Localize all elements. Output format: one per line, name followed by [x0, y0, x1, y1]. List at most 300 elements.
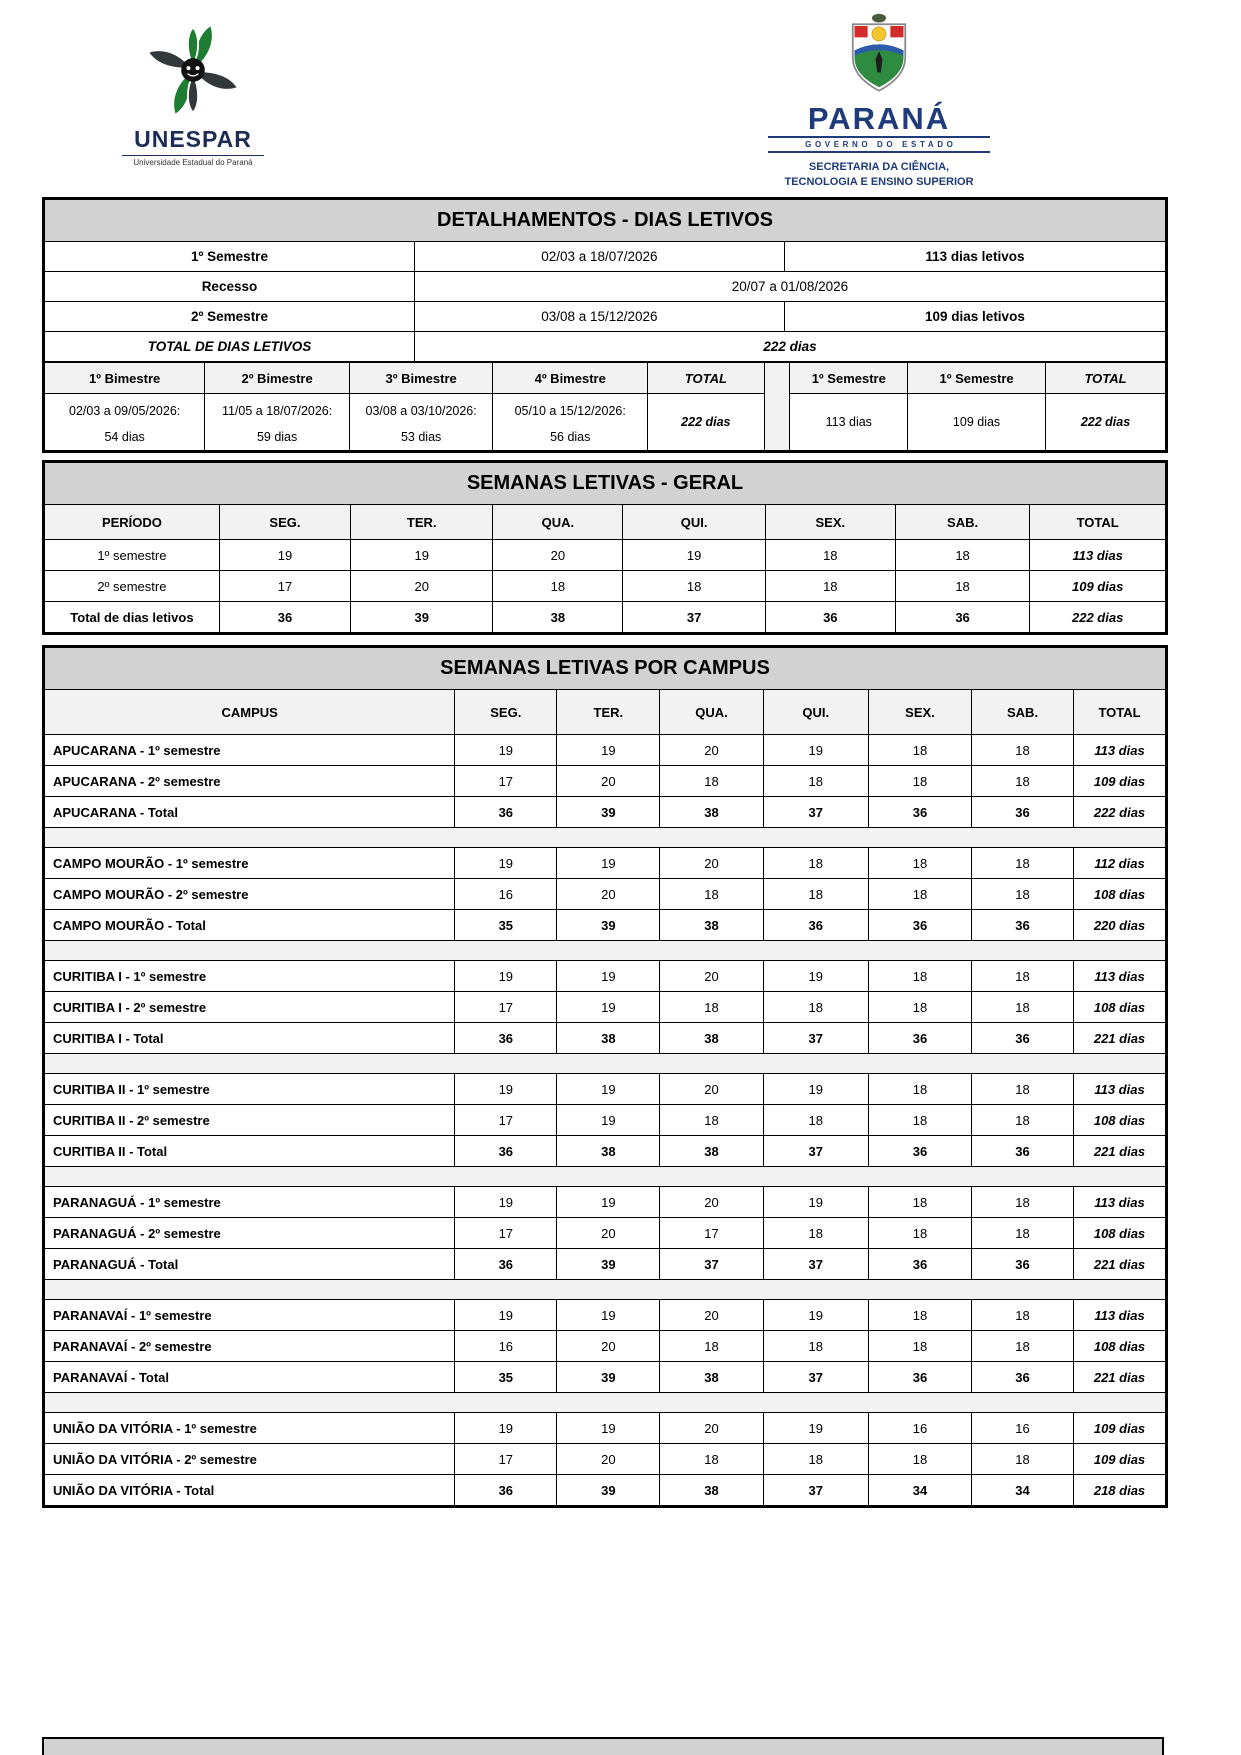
table-row — [45, 992, 1166, 1023]
day-count-cell: 38 — [660, 1023, 763, 1054]
bimestre-period: 02/03 a 09/05/2026: — [69, 404, 181, 419]
day-count-cell: 18 — [660, 1444, 763, 1475]
column-header: TOTAL — [1030, 505, 1166, 540]
day-count-cell: 18 — [868, 735, 971, 766]
row-total-cell: 109 dias — [1074, 1413, 1166, 1444]
day-count-cell: 36 — [868, 797, 971, 828]
bimestre2-cell — [205, 394, 350, 451]
day-count-cell: 16 — [455, 1331, 557, 1362]
bimestre-days: 56 dias — [550, 430, 591, 444]
day-count-cell: 19 — [455, 1074, 557, 1105]
day-count-cell: 38 — [660, 1475, 763, 1506]
day-count-cell: 36 — [765, 602, 895, 633]
bimestre3-cell — [349, 394, 492, 451]
day-count-cell: 18 — [972, 848, 1074, 879]
day-count-cell: 18 — [493, 571, 623, 602]
day-count-cell: 18 — [972, 1218, 1074, 1249]
row-label: UNIÃO DA VITÓRIA - 2º semestre — [45, 1444, 455, 1475]
day-count-cell: 18 — [895, 571, 1030, 602]
group-spacer-row — [45, 941, 1166, 961]
day-count-cell: 16 — [868, 1413, 971, 1444]
day-count-cell: 18 — [660, 879, 763, 910]
day-count-cell: 19 — [763, 1300, 868, 1331]
row-total-cell: 112 dias — [1074, 848, 1166, 879]
group-spacer — [45, 1280, 1166, 1300]
group-spacer — [45, 1167, 1166, 1187]
row-label: PARANAVAÍ - 1º semestre — [45, 1300, 455, 1331]
row-total-cell: 109 dias — [1074, 1444, 1166, 1475]
total-days-cell: 222 dias — [414, 332, 1165, 362]
day-count-cell: 20 — [660, 1187, 763, 1218]
spacer-column — [764, 363, 790, 451]
row-total-cell: 108 dias — [1074, 992, 1166, 1023]
day-count-cell: 38 — [660, 1362, 763, 1393]
parana-coat-of-arms-icon — [844, 12, 914, 96]
day-count-cell: 18 — [763, 1105, 868, 1136]
day-count-cell: 20 — [660, 735, 763, 766]
day-count-cell: 37 — [763, 1136, 868, 1167]
parana-wordmark: PARANÁ — [807, 101, 951, 136]
column-header: SAB. — [895, 505, 1030, 540]
day-count-cell: 19 — [623, 540, 765, 571]
day-count-cell: 19 — [351, 540, 493, 571]
day-count-cell: 36 — [455, 1249, 557, 1280]
bimestre-days: 59 dias — [256, 430, 298, 444]
row-total-cell: 113 dias — [1074, 735, 1166, 766]
table-row — [45, 1331, 1166, 1362]
bimestre-period: 05/10 a 15/12/2026: — [514, 404, 626, 419]
bimestre-days: 54 dias — [104, 430, 145, 444]
day-count-cell: 18 — [868, 1187, 971, 1218]
day-count-cell: 18 — [763, 992, 868, 1023]
day-count-cell: 36 — [868, 910, 971, 941]
day-count-cell: 38 — [557, 1136, 660, 1167]
day-count-cell: 19 — [455, 1413, 557, 1444]
unespar-logo — [108, 20, 278, 167]
semanas-campus-table — [42, 645, 1168, 1508]
day-count-cell: 17 — [660, 1218, 763, 1249]
day-count-cell: 18 — [868, 1444, 971, 1475]
column-header: QUI. — [763, 690, 868, 735]
day-count-cell: 19 — [455, 1300, 557, 1331]
row-label: PARANAVAÍ - 2º semestre — [45, 1331, 455, 1362]
day-count-cell: 19 — [763, 1187, 868, 1218]
day-count-cell: 18 — [868, 992, 971, 1023]
grand-total-header: TOTAL — [1046, 363, 1166, 394]
row-label: CURITIBA I - Total — [45, 1023, 455, 1054]
unespar-tagline: Universidade Estadual do Paraná — [122, 155, 264, 167]
row-label: CAMPO MOURÃO - 1º semestre — [45, 848, 455, 879]
row-label: PARANAGUÁ - 1º semestre — [45, 1187, 455, 1218]
day-count-cell: 19 — [557, 1187, 660, 1218]
column-header: SAB. — [972, 690, 1074, 735]
bimestre-total-cell: 222 dias — [648, 394, 765, 451]
column-header: QUA. — [660, 690, 763, 735]
column-header: QUA. — [493, 505, 623, 540]
day-count-cell: 18 — [972, 1331, 1074, 1362]
row-total-cell: 113 dias — [1074, 961, 1166, 992]
table-row — [45, 879, 1166, 910]
row-total-cell: 109 dias — [1074, 766, 1166, 797]
days-cell: 113 dias letivos — [784, 242, 1165, 272]
row-label: PARANAGUÁ - 2º semestre — [45, 1218, 455, 1249]
column-header: SEG. — [219, 505, 350, 540]
day-count-cell: 36 — [972, 910, 1074, 941]
day-count-cell: 18 — [895, 540, 1030, 571]
group-spacer-row — [45, 1393, 1166, 1413]
period-cell: 02/03 a 18/07/2026 — [414, 242, 784, 272]
row-total-cell: 109 dias — [1030, 571, 1166, 602]
bimestre4-cell — [493, 394, 648, 451]
row-label: 1º Semestre — [45, 242, 415, 272]
day-count-cell: 18 — [972, 1300, 1074, 1331]
day-count-cell: 18 — [763, 848, 868, 879]
group-spacer-row — [45, 1167, 1166, 1187]
group-spacer-row — [45, 828, 1166, 848]
day-count-cell: 18 — [868, 1074, 971, 1105]
row-label: APUCARANA - Total — [45, 797, 455, 828]
row-label: UNIÃO DA VITÓRIA - Total — [45, 1475, 455, 1506]
day-count-cell: 39 — [557, 1475, 660, 1506]
day-count-cell: 20 — [557, 879, 660, 910]
day-count-cell: 20 — [660, 1413, 763, 1444]
day-count-cell: 20 — [351, 571, 493, 602]
day-count-cell: 19 — [557, 992, 660, 1023]
governo-do-estado-label: GOVERNO DO ESTADO — [805, 140, 957, 149]
unespar-wordmark: UNESPAR — [134, 126, 252, 152]
day-count-cell: 19 — [557, 735, 660, 766]
day-count-cell: 18 — [972, 992, 1074, 1023]
day-count-cell: 18 — [972, 1444, 1074, 1475]
day-count-cell: 20 — [493, 540, 623, 571]
day-count-cell: 17 — [219, 571, 350, 602]
day-count-cell: 17 — [455, 992, 557, 1023]
row-label: CURITIBA II - 1º semestre — [45, 1074, 455, 1105]
table-row — [45, 1023, 1166, 1054]
day-count-cell: 38 — [660, 1136, 763, 1167]
table-row — [45, 1444, 1166, 1475]
row-label: Recesso — [45, 272, 415, 302]
day-count-cell: 34 — [972, 1475, 1074, 1506]
day-count-cell: 18 — [763, 1218, 868, 1249]
day-count-cell: 39 — [557, 797, 660, 828]
day-count-cell: 18 — [868, 1300, 971, 1331]
row-label: APUCARANA - 1º semestre — [45, 735, 455, 766]
column-header: TER. — [351, 505, 493, 540]
column-header: CAMPUS — [45, 690, 455, 735]
day-count-cell: 20 — [660, 1074, 763, 1105]
bimestre-period: 03/08 a 03/10/2026: — [365, 404, 477, 419]
table-row — [45, 1300, 1166, 1331]
semanas-gerais-table — [42, 460, 1168, 635]
day-count-cell: 20 — [557, 1218, 660, 1249]
day-count-cell: 36 — [455, 1136, 557, 1167]
semester1-days-cell: 113 dias — [790, 394, 908, 451]
group-spacer-row — [45, 1054, 1166, 1074]
day-count-cell: 18 — [765, 540, 895, 571]
divider — [768, 151, 990, 153]
day-count-cell: 37 — [660, 1249, 763, 1280]
day-count-cell: 36 — [763, 910, 868, 941]
day-count-cell: 19 — [455, 848, 557, 879]
table-title: SEMANAS LETIVAS - GERAL — [45, 463, 1166, 505]
table-row — [45, 848, 1166, 879]
day-count-cell: 39 — [557, 1362, 660, 1393]
day-count-cell: 37 — [763, 1023, 868, 1054]
row-total-cell: 113 dias — [1074, 1074, 1166, 1105]
row-total-cell: 222 dias — [1030, 602, 1166, 633]
day-count-cell: 36 — [895, 602, 1030, 633]
row-total-cell: 218 dias — [1074, 1475, 1166, 1506]
group-spacer — [45, 828, 1166, 848]
day-count-cell: 18 — [868, 879, 971, 910]
day-count-cell: 36 — [868, 1362, 971, 1393]
day-count-cell: 38 — [493, 602, 623, 633]
day-count-cell: 35 — [455, 910, 557, 941]
day-count-cell: 18 — [868, 1105, 971, 1136]
bimestre1-header: 1º Bimestre — [45, 363, 205, 394]
column-header: PERÍODO — [45, 505, 220, 540]
day-count-cell: 36 — [868, 1249, 971, 1280]
period-cell: 03/08 a 15/12/2026 — [414, 302, 784, 332]
row-total-cell: 113 dias — [1074, 1300, 1166, 1331]
row-label: UNIÃO DA VITÓRIA - 1º semestre — [45, 1413, 455, 1444]
day-count-cell: 20 — [557, 1444, 660, 1475]
group-spacer — [45, 1393, 1166, 1413]
day-count-cell: 37 — [763, 1475, 868, 1506]
row-label: PARANAGUÁ - Total — [45, 1249, 455, 1280]
day-count-cell: 19 — [557, 1300, 660, 1331]
day-count-cell: 35 — [455, 1362, 557, 1393]
row-label: APUCARANA - 2º semestre — [45, 766, 455, 797]
day-count-cell: 36 — [455, 1475, 557, 1506]
row-label: 2º Semestre — [45, 302, 415, 332]
semester2-header: 1º Semestre — [908, 363, 1046, 394]
row-label: 2º semestre — [45, 571, 220, 602]
column-header: SEX. — [868, 690, 971, 735]
column-header: TOTAL — [1074, 690, 1166, 735]
day-count-cell: 36 — [868, 1023, 971, 1054]
day-count-cell: 19 — [763, 961, 868, 992]
day-count-cell: 18 — [868, 1218, 971, 1249]
day-count-cell: 17 — [455, 1444, 557, 1475]
day-count-cell: 18 — [660, 766, 763, 797]
day-count-cell: 18 — [660, 1331, 763, 1362]
day-count-cell: 38 — [660, 910, 763, 941]
row-label: CURITIBA I - 2º semestre — [45, 992, 455, 1023]
row-total-cell: 108 dias — [1074, 1331, 1166, 1362]
table-row — [45, 1187, 1166, 1218]
row-label: CURITIBA II - Total — [45, 1136, 455, 1167]
day-count-cell: 18 — [763, 1444, 868, 1475]
day-count-cell: 19 — [455, 735, 557, 766]
total-header: TOTAL — [648, 363, 765, 394]
table-row — [45, 910, 1166, 941]
table-row — [45, 1136, 1166, 1167]
row-label: TOTAL DE DIAS LETIVOS — [45, 332, 415, 362]
day-count-cell: 37 — [763, 1362, 868, 1393]
table-row — [45, 540, 1166, 571]
day-count-cell: 36 — [972, 1136, 1074, 1167]
bimestre-days: 53 dias — [400, 430, 442, 444]
table-title: DETALHAMENTOS - DIAS LETIVOS — [45, 200, 1166, 242]
column-header: TER. — [557, 690, 660, 735]
column-header: QUI. — [623, 505, 765, 540]
day-count-cell: 19 — [763, 1413, 868, 1444]
day-count-cell: 36 — [455, 1023, 557, 1054]
day-count-cell: 17 — [455, 766, 557, 797]
day-count-cell: 16 — [455, 879, 557, 910]
column-header-row — [45, 505, 1166, 540]
row-total-cell: 108 dias — [1074, 1105, 1166, 1136]
table-row — [45, 961, 1166, 992]
secretaria-label — [768, 160, 990, 190]
period-cell: 20/07 a 01/08/2026 — [414, 272, 1165, 302]
row-label: CURITIBA II - 2º semestre — [45, 1105, 455, 1136]
group-spacer-row — [45, 1280, 1166, 1300]
day-count-cell: 19 — [557, 1074, 660, 1105]
table-row — [45, 602, 1166, 633]
bimestre1-cell — [45, 394, 205, 451]
day-count-cell: 39 — [557, 910, 660, 941]
row-total-cell: 221 dias — [1074, 1136, 1166, 1167]
day-count-cell: 18 — [972, 961, 1074, 992]
unespar-emblem-icon — [143, 20, 243, 120]
day-count-cell: 36 — [972, 1249, 1074, 1280]
bimestre4-header: 4º Bimestre — [493, 363, 648, 394]
row-label: CAMPO MOURÃO - 2º semestre — [45, 879, 455, 910]
day-count-cell: 38 — [557, 1023, 660, 1054]
table-row — [45, 571, 1166, 602]
day-count-cell: 18 — [763, 766, 868, 797]
day-count-cell: 20 — [660, 848, 763, 879]
row-total-cell: 221 dias — [1074, 1249, 1166, 1280]
bimestre3-header: 3º Bimestre — [349, 363, 492, 394]
day-count-cell: 19 — [763, 735, 868, 766]
group-spacer — [45, 941, 1166, 961]
table-row — [45, 1249, 1166, 1280]
day-count-cell: 20 — [660, 961, 763, 992]
day-count-cell: 36 — [868, 1136, 971, 1167]
day-count-cell: 36 — [219, 602, 350, 633]
day-count-cell: 17 — [455, 1218, 557, 1249]
day-count-cell: 18 — [660, 992, 763, 1023]
days-cell: 109 dias letivos — [784, 302, 1165, 332]
day-count-cell: 18 — [868, 961, 971, 992]
day-count-cell: 19 — [219, 540, 350, 571]
row-total-cell: 222 dias — [1074, 797, 1166, 828]
day-count-cell: 38 — [660, 797, 763, 828]
day-count-cell: 16 — [972, 1413, 1074, 1444]
table-row — [45, 1362, 1166, 1393]
group-spacer — [45, 1054, 1166, 1074]
day-count-cell: 20 — [660, 1300, 763, 1331]
row-total-cell: 220 dias — [1074, 910, 1166, 941]
day-count-cell: 37 — [763, 1249, 868, 1280]
table-row — [45, 1413, 1166, 1444]
row-label: CAMPO MOURÃO - Total — [45, 910, 455, 941]
day-count-cell: 18 — [763, 1331, 868, 1362]
day-count-cell: 19 — [455, 961, 557, 992]
day-count-cell: 37 — [623, 602, 765, 633]
semester1-header: 1º Semestre — [790, 363, 908, 394]
day-count-cell: 36 — [972, 1023, 1074, 1054]
table-row — [45, 1475, 1166, 1506]
day-count-cell: 19 — [557, 1105, 660, 1136]
day-count-cell: 18 — [868, 1331, 971, 1362]
parana-gov-logo — [768, 12, 990, 190]
column-header: SEX. — [765, 505, 895, 540]
row-total-cell: 113 dias — [1074, 1187, 1166, 1218]
column-header-row — [45, 690, 1166, 735]
table-row — [45, 797, 1166, 828]
day-count-cell: 18 — [972, 1074, 1074, 1105]
row-total-cell: 108 dias — [1074, 879, 1166, 910]
table-row — [45, 735, 1166, 766]
day-count-cell: 37 — [763, 797, 868, 828]
bimestre2-header: 2º Bimestre — [205, 363, 350, 394]
day-count-cell: 36 — [972, 1362, 1074, 1393]
day-count-cell: 18 — [972, 735, 1074, 766]
day-count-cell: 20 — [557, 766, 660, 797]
day-count-cell: 18 — [972, 879, 1074, 910]
detalhamentos-table — [42, 197, 1168, 453]
table-row — [45, 766, 1166, 797]
table-title: SEMANAS LETIVAS POR CAMPUS — [45, 648, 1166, 690]
day-count-cell: 34 — [868, 1475, 971, 1506]
row-total-cell: 113 dias — [1030, 540, 1166, 571]
day-count-cell: 18 — [623, 571, 765, 602]
secretaria-line1: SECRETARIA DA CIÊNCIA, — [808, 161, 950, 173]
grand-total-cell: 222 dias — [1046, 394, 1166, 451]
day-count-cell: 20 — [557, 1331, 660, 1362]
row-label: CURITIBA I - 1º semestre — [45, 961, 455, 992]
day-count-cell: 19 — [557, 961, 660, 992]
day-count-cell: 39 — [351, 602, 493, 633]
next-section-title-bar — [42, 1737, 1164, 1755]
day-count-cell: 18 — [972, 1105, 1074, 1136]
row-total-cell: 221 dias — [1074, 1023, 1166, 1054]
row-label: Total de dias letivos — [45, 602, 220, 633]
secretaria-line2: TECNOLOGIA E ENSINO SUPERIOR — [784, 175, 974, 188]
row-label: 1º semestre — [45, 540, 220, 571]
day-count-cell: 19 — [557, 848, 660, 879]
day-count-cell: 18 — [972, 1187, 1074, 1218]
row-label: PARANAVAÍ - Total — [45, 1362, 455, 1393]
day-count-cell: 19 — [763, 1074, 868, 1105]
day-count-cell: 18 — [763, 879, 868, 910]
day-count-cell: 36 — [455, 797, 557, 828]
day-count-cell: 18 — [765, 571, 895, 602]
day-count-cell: 18 — [868, 848, 971, 879]
day-count-cell: 18 — [868, 766, 971, 797]
day-count-cell: 18 — [660, 1105, 763, 1136]
table-row — [45, 1105, 1166, 1136]
divider — [768, 136, 990, 138]
column-header: SEG. — [455, 690, 557, 735]
table-row — [45, 1074, 1166, 1105]
day-count-cell: 17 — [455, 1105, 557, 1136]
day-count-cell: 18 — [972, 766, 1074, 797]
day-count-cell: 19 — [557, 1413, 660, 1444]
semester2-days-cell: 109 dias — [908, 394, 1046, 451]
day-count-cell: 39 — [557, 1249, 660, 1280]
row-total-cell: 221 dias — [1074, 1362, 1166, 1393]
day-count-cell: 19 — [455, 1187, 557, 1218]
table-row — [45, 1218, 1166, 1249]
row-total-cell: 108 dias — [1074, 1218, 1166, 1249]
bimestre-period: 11/05 a 18/07/2026: — [221, 404, 333, 419]
